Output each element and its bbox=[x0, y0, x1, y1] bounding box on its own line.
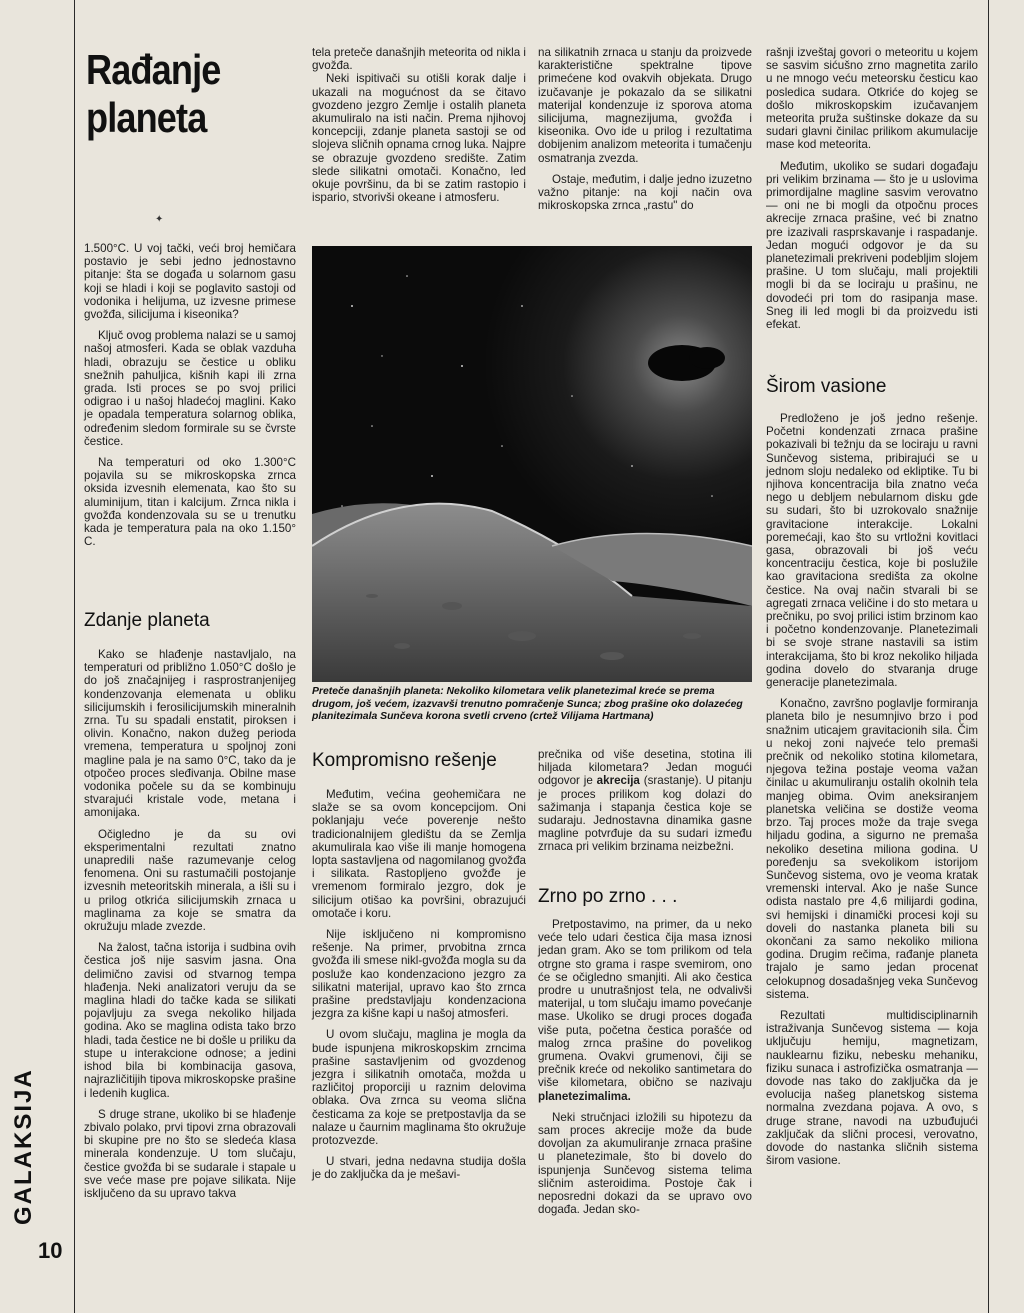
paragraph: Neki stručnjaci izložili su hipotezu da sam proces akrecije može da bude dovoljan za akumuliranje zrnaca prašine u planetezimale, što bi dovelo do ispunjenja Sunčevog sistema telima sličnim asteroidima. Postoje čak i neposredni dokazi da se upravo ovo događa. Jedan sko- bbox=[538, 1110, 752, 1217]
decorative-mark-icon: ✦ bbox=[155, 214, 164, 225]
column-3-lower bbox=[538, 918, 752, 1224]
column-1-top bbox=[84, 242, 296, 556]
column-3-bottom bbox=[538, 748, 752, 862]
paragraph: rašnji izveštaj govori o meteoritu u kojem se sasvim sićušno zrno magnetita zarilo u ne mnogo veću meteorsku česticu kao posledica sudara. Otkriće do kojeg se došlo mikroskopskim izučavanjem meteorita pruža suštinske dokaze da su sudari glavni činilac prilikom akumulacije mase kod meteorita. bbox=[766, 46, 978, 152]
paragraph-text: (srastanje). U pitanju je proces prilikom kog dolazi do sažimanja i stapanja čestica koje se sudaraju. Jednostavna dinamika gasne magline potvrđuje da su sudari između zrnaca pri velikim brzinama neizbežni. bbox=[538, 774, 752, 854]
key-term: akrecija bbox=[596, 774, 640, 788]
column-2-top bbox=[312, 46, 526, 212]
paragraph: Očigledno je da su ovi eksperimentalni rezultati znatno unapredili naše razumevanje celog fenomena. Oni su rastumačili postojanje izvesnih meteoritskih minerala, a išli su i u prilog otkrića silicijumskih zrnaca u maglinama za koje se smatra da okružuju mlade zvezde. bbox=[84, 827, 296, 934]
column-4-bottom bbox=[766, 412, 978, 1175]
key-term: planetezimalima. bbox=[538, 1089, 631, 1103]
illustration-caption: Preteče današnjih planeta: Nekoliko kilometara velik planetezimal kreće se prema drugom, još većem, izazvavši trenutno pomračenje Sunca; zbog prašine oko dolazećeg planitezimala Sunčeva korona svetli crveno (crtež Vilijama Hartmana) bbox=[312, 686, 743, 722]
paragraph: Rezultati multidisciplinarnih istraživanja Sunčevog sistema — koja uključuju hemiju, magnetizam, nauklearnu fiziku, nebesku mehaniku, fiziku sunaca i astrofizička osmatranja — dovode nas tako do zaključka da je evolucija našeg planetskog sistema normalna zvezdana pojava. A ovo, s druge strane, navodi na uzbuđujući zaključak da slični procesi, verovatno, dovode do nastanka sličnih sistema širom vasione. bbox=[766, 1008, 978, 1168]
paragraph: Kako se hlađenje nastavljalo, na temperaturi od približno 1.050°C došlo je do još značajnijeg i rasprostranjenijeg kondenzovanja elemenata u obliku silicijumskih i ferosilicijumskih mineralnih zrna. Tu su spadali enstatit, piroksen i olivin. Konačno, nakon dužeg perioda vremena, temperatura u spoljnoj zoni magline pala je na samo 0°C, tako da je otpočeo proces sleđivanja. Obilne mase vodonika počele su da se kombinuju stvarajući kristale vode, metana i amonijaka. bbox=[84, 648, 296, 820]
paragraph: Predloženo je još jedno rešenje. Početni kondenzati zrnaca prašine pokazivali bi težnju da se lociraju u ravni Sunčevog sistema, pribirajući se u jednom sloju nedaleko od ekliptike. Tu bi njihova koncentracija bila znatno veća nego u debljem nebularnom disku gde su sudari, što bi uzrokovalo snažnije gravitacione interakcije. Lokalni poremećaji, kao što su vrtložni kovitlaci gasa, obrazovali bi još veću koncentraciju čestica, koje bi poslužile kao gravitaciona središta za okolne čestice. Na ovaj način stvarali bi se agregati zrnaca veličine i do sto metara u prečniku, po svoj prilici istim brzinom kao i početno kondenzovanje. Planetezimali bi se svoje strane nastavili sa istim interakcijama, što bi kroz nekoliko hiljada godina dovelo do stvaranja druge generacije planetezimala. bbox=[766, 412, 978, 690]
paragraph: tela preteče današnjih meteorita od nikla i gvožđa. bbox=[312, 46, 526, 73]
paragraph-text: Pretpostavimo, na primer, da u neko veće telo udari čestica čija masa iznosi jedan gram. Ako se tom prilikom od tela otrgne sto grama i raspe svemirom, ono će se očigledno smanjiti. Ali ako čestica prodre u unutrašnjost tela, ne odvalivši materijal, u tom slučaju imamo povećanje mase. Ukoliko se drugi proces događa više puta, početna čestica porašće od malog zrnca prašine do povelikog grumena. Ovakvi grumenovi, čiji se prečnik kreće od nekoliko santimetara do više kilometara, obično se nazivaju bbox=[538, 918, 752, 1090]
paragraph bbox=[538, 918, 752, 1103]
paragraph: Konačno, završno poglavlje formiranja planeta bilo je nesumnjivo brzo i pod snažnim uticajem gravitacionih sila. Čim u nekoj zoni najveće telo premaši prečnik od nekoliko stotina kilometara, njegova težina postaje veoma važan činilac u akumuliranju ostalih okolnih tela manjeg obima. Ovim aneksiranjem planetska veličina se dostiže veoma brzo. Taj proces može da traje svega hiljadu godina, a sigurno ne premaša nekoliko desetina miliona godina. U poređenju sa svekolikom istorijom Sunčevog sistema, ovo je veoma kratak vremenski interval. Ako je naše Sunce odista nastalo pre 4,6 milijardi godina, svi hemijski i dinamički procesi koji su doveli do nastanka planeta bili su okončani za samo nekoliko miliona godina. Drugim rečima, rađanje planeta trajalo je samo jedan procenat celokupnog dosadašnjeg veka Sunčevog sistema. bbox=[766, 697, 978, 1001]
paragraph: 1.500°C. U voj tački, veći broj hemičara postavio je sebi jedno jednostavno pitanje: šta se događa u solarnom gasu koji se hladi i koji se poglavito sastoji od vodonika i helijuma, uz izvesne primese gvožđa, silicijuma i kiseonika? bbox=[84, 242, 296, 322]
paragraph bbox=[538, 748, 752, 854]
paragraph: Međutim, ukoliko se sudari događaju pri velikim brzinama — što je u uslovima primordijalne magline sasvim verovatno — oni ne bi mogli da otpočnu proces akrecije zrnaca prašine, već bi znatno pre izazivali rasprskavanje i raspadanje. Jedan mogući odgovor je da su planetezimali prekriveni podebljim slojem prašine. U tom slučaju, mali projektili mogli bi da se lociraju u prašinu, ne dovodeći pri tom do rasipanja mase. Sneg ili led mogli bi da proizvedu isti efekat. bbox=[766, 159, 978, 332]
paragraph: Na žalost, tačna istorija i sudbina ovih čestica još nije sasvim jasna. Ona delimično zavisi od stvarnog tempa hlađenja. Neki analizatori veruju da se maglina hladi do tačke kada se silikati pojavljuju za svega nekoliko hiljada godina. Ako se maglina odista tako brzo hladi, tada čestice ne bi došle u priliku da stupe u interakcione odnose; a jedini ishod bila bi kombinacija gasova, najrazličitijih tipova mikroskopske prašine i ledenih kuglica. bbox=[84, 941, 296, 1100]
section-heading: Zdanje planeta bbox=[84, 610, 210, 631]
paragraph: na silikatnih zrnaca u stanju da proizvede karakteristične spektralne tipove primećene kod ovakvih objekata. Drugo izučavanje je pokazalo da se silikatni materijal kondenzuje iz sporova atoma silicijuma, magnezijuma, gvožđa i kiseonika. Ovo ide u prilog i rezultatima dobijenim analizom meteorita i tumačenju osmatranja zvezda. bbox=[538, 46, 752, 165]
article-title bbox=[86, 46, 267, 142]
column-3-top bbox=[538, 46, 752, 220]
page-number: 10 bbox=[38, 1238, 63, 1263]
section-heading: Širom vasione bbox=[766, 376, 887, 397]
column-1-bottom bbox=[84, 648, 296, 1208]
paragraph: Ostaje, međutim, i dalje jedno izuzetno važno pitanje: na koji način ova mikroskopska zrnca „rastu" do bbox=[538, 172, 752, 213]
paragraph: Nije isključeno ni kompromisno rešenje. Na primer, prvobitna zrnca gvožđa ili smese nikl-gvožđa mogla su da posluže kao kondenzaciono jezgro za silikatni materijal, upravo kao što zrnca prašine predstavljaju kondenzaciona jezgra za kišne kapi u našoj atmosferi. bbox=[312, 928, 526, 1021]
paragraph-text: prečnika od više desetina, stotina ili hiljada kilometara? Jedan mogući odgovor je bbox=[538, 748, 752, 788]
eclipse-scene-image bbox=[312, 246, 752, 682]
paragraph: Međutim, većina geohemičara ne slaže se sa ovom koncepcijom. Oni poklanjaju veće poverenje nešto tradicionalnijem gledištu da se Zemlja akumulirala kao više ili manje homogena lopta sastavljena od nagomilanog gvožđa i silikata. Rastopljeno gvožđe je vremenom formiralo jezgro, dok je silicijum otišao ka površini, obrazujući omotače i koru. bbox=[312, 788, 526, 920]
paragraph: U ovom slučaju, maglina je mogla da bude ispunjena mikroskopskim zrncima prašine sastavljenim od gvozdenog jezgra i silikatnih omotača, možda u različitoj proporciji u raznim delovima oblaka. Ova zrnca su veoma slična česticama za koje se pretpostavlja da se nalaze u čaurnim maglinama što okružuje protozvezde. bbox=[312, 1028, 526, 1148]
column-2-bottom bbox=[312, 788, 526, 1190]
paragraph: U stvari, jedna nedavna studija došla je do zaključka da je mešavi- bbox=[312, 1155, 526, 1182]
paragraph: S druge strane, ukoliko bi se hlađenje zbivalo polako, prvi tipovi zrna obrazovali bi skupine pre no što se sledeća klasa minerala kondenzuje. U tom slučaju, čestice gvožđa bi se sudarale i stapale u sve veće mase pre pojave silikata. Nije isključeno da su upravo takva bbox=[84, 1107, 296, 1200]
title-line-1: Rađanje bbox=[86, 46, 221, 93]
paragraph: Neki ispitivači su otišli korak dalje i ukazali na mogućnost da se čitavo gvozdeno jezgro Zemlje i ostalih planeta akumuliralo na isti način. Prema njihovoj koncepciji, zdanje planeta sastoji se od slojeva sličnih opnama crnog luka. Najpre se obrazuje gvozdeno središte. Zatim slede silikatni omotači. Konačno, led okuje površinu, da bi se zatim rastopio i ispario, stvorivši okeane i atmosferu. bbox=[312, 72, 526, 205]
left-frame-line bbox=[74, 0, 75, 1313]
magazine-name: GALAKSIJA bbox=[10, 1068, 37, 1225]
section-heading: Kompromisno rešenje bbox=[312, 750, 497, 771]
title-line-2: planeta bbox=[86, 94, 207, 141]
column-4-top bbox=[766, 46, 978, 339]
paragraph: Ključ ovog problema nalazi se u samoj našoj atmosferi. Kada se oblak vazduha hladi, obrazuju se čestice u obliku snežnih pahuljica, kišnih kapi ili zrna grada. Isti proces se po svoj prilici odigrao i u našoj hladećoj maglini. Kako je opadala temperatura solarnog oblika, određenim sledom formirale su se čvrste čestice. bbox=[84, 329, 296, 448]
section-heading: Zrno po zrno . . . bbox=[538, 886, 678, 907]
paragraph: Na temperaturi od oko 1.300°C pojavila su se mikroskopska zrnca oksida izvesnih elemenata, kao što su aluminijum, titan i kalcijum. Zrnca nikla i gvožđa kondenzovala su se u trenutku kada je temperatura pala na oko 1.150° C. bbox=[84, 456, 296, 549]
right-frame-line bbox=[988, 0, 989, 1313]
planetesimal-illustration bbox=[312, 246, 752, 682]
